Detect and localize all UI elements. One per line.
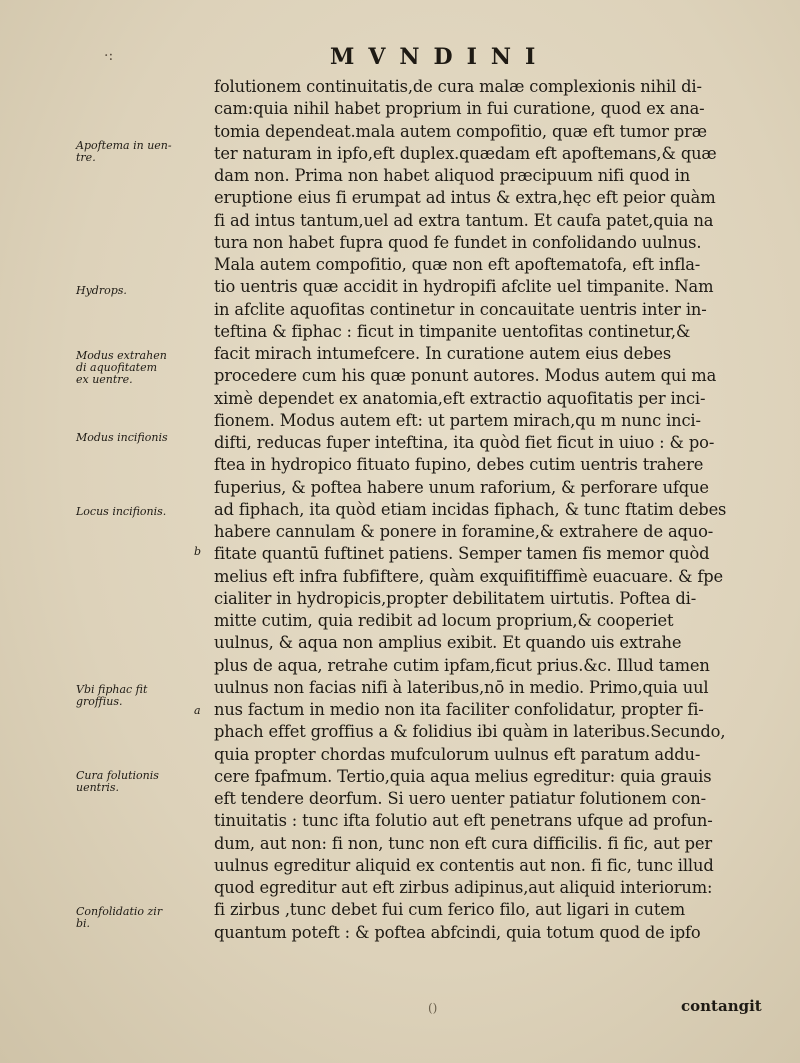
text-line: phach effet groffius a & folidius ibi quàm in lateribus.Secundo, bbox=[214, 722, 726, 742]
text-line: mitte cutim, quia redibit ad locum proprium,& cooperiet bbox=[214, 611, 674, 630]
text-line: fi zirbus ,tunc debet fui cum ferico filo, aut ligari in cutem bbox=[214, 900, 686, 920]
text-line: Mala autem compofitio, quæ non eft apoftematofa, eft infla- bbox=[214, 255, 701, 274]
text-line: ximè dependet ex anatomia,eft extractio aquofitatis per inci- bbox=[214, 388, 706, 408]
margin-note-line: Confolidatio zir bbox=[76, 905, 163, 918]
text-line: quod egreditur aut eft zirbus adipinus,aut aliquid interiorum: bbox=[214, 878, 713, 897]
text-line: teftina & fiphac : ficut in timpanite uentofitas continetur,& bbox=[214, 321, 691, 341]
margin-note-line: di aquofitatem bbox=[76, 361, 158, 374]
text-line: tomia dependeat.mala autem compofitio, quæ eft tumor præ bbox=[214, 121, 707, 141]
text-line: eruptione eius fi erumpat ad intus & extra,hęc eft peior quàm bbox=[214, 188, 716, 208]
text-line: fuperius, & poftea habere unum raforium, & perforare ufque bbox=[214, 477, 709, 497]
text-line: habere cannulam & ponere in foramine,& extrahere de aquo- bbox=[214, 522, 714, 541]
text-line: tura non habet fupra quod fe fundet in confolidando uulnus. bbox=[214, 232, 702, 252]
margin-note-line: Vbi fiphac fit bbox=[76, 683, 148, 696]
text-line: quia propter chordas mufculorum uulnus eft paratum addu- bbox=[214, 744, 701, 764]
text-line: facit mirach intumefcere. In curatione autem eius debes bbox=[214, 344, 672, 363]
margin-note-line: Cura folutionis bbox=[76, 769, 159, 782]
text-line: cere fpafmum. Tertio,quia aqua melius egreditur: quia grauis bbox=[214, 766, 712, 786]
margin-note-line: Hydrops. bbox=[76, 284, 127, 297]
text-line: nus factum in medio non ita faciliter confolidatur, propter fi- bbox=[214, 700, 704, 719]
footer-mark: () bbox=[428, 1001, 438, 1015]
text-line: tinuitatis : tunc ifta folutio aut eft penetrans ufque ad profun- bbox=[214, 811, 713, 831]
top-margin-mark: ·: bbox=[104, 48, 114, 64]
text-line: tio uentris quæ accidit in hydropifi afclite uel timpanite. Nam bbox=[214, 277, 714, 297]
margin-note-cura-solutionis bbox=[76, 770, 212, 794]
margin-note-modus-incisionis bbox=[76, 432, 212, 444]
margin-note-line: Modus extrahen bbox=[76, 349, 167, 362]
margin-note-line: ex uentre. bbox=[76, 373, 133, 386]
text-line: procedere cum his quæ ponunt autores. Modus autem qui ma bbox=[214, 366, 717, 386]
margin-note-modus-extrahendi bbox=[76, 350, 212, 386]
text-line: uulnus non facias nifi à lateribus,nō in medio. Primo,quia uul bbox=[214, 677, 709, 697]
text-line: difti, reducas fuper inteftina, ita quòd fiet ficut in uiuo : & po- bbox=[214, 433, 715, 452]
catchword: contangit bbox=[681, 997, 762, 1015]
margin-note-ubi-siphac bbox=[76, 684, 212, 708]
margin-note-line: Locus incifionis. bbox=[76, 505, 167, 518]
margin-note-hydrops bbox=[76, 285, 212, 297]
text-line: uulnus, & aqua non amplius exibit. Et quando uis extrahe bbox=[214, 633, 682, 653]
text-line: uulnus egreditur aliquid ex contentis aut non. fi fic, tunc illud bbox=[214, 855, 714, 875]
text-line: folutionem continuitatis,de cura malæ complexionis nihil di- bbox=[214, 77, 702, 96]
text-line: eft tendere deorfum. Si uero uenter patiatur folutionem con- bbox=[214, 789, 706, 808]
margin-note-line: Modus incifionis bbox=[76, 431, 168, 444]
text-line: plus de aqua, retrahe cutim ipfam,ficut prius.&c. Illud tamen bbox=[214, 655, 710, 675]
text-line: ter naturam in ipfo,eft duplex.quædam eft apoftemans,& quæ bbox=[214, 143, 717, 163]
margin-note-line: a bbox=[194, 704, 201, 717]
main-text-block bbox=[214, 76, 794, 944]
text-line: fionem. Modus autem eft: ut partem mirach,qu m nunc inci- bbox=[214, 410, 701, 430]
text-line: ftea in hydropico fituato fupino, debes cutim uentris trahere bbox=[214, 455, 704, 475]
text-line: fi ad intus tantum,uel ad extra tantum. Et caufa patet,quia na bbox=[214, 210, 714, 230]
text-line: dam non. Prima non habet aliquod præcipuum nifi quod in bbox=[214, 166, 691, 185]
margin-note-line: b bbox=[194, 545, 202, 558]
margin-note-line: tre. bbox=[76, 151, 96, 164]
margin-note-line: Apoftema in uen- bbox=[76, 139, 172, 152]
text-line: cam:quia nihil habet proprium in fui curatione, quod ex ana- bbox=[214, 99, 705, 119]
margin-note-line: bi. bbox=[76, 917, 91, 930]
margin-note-line: uentris. bbox=[76, 781, 120, 794]
text-line: quantum poteft : & poftea abfcindi, quia totum quod de ipfo bbox=[214, 922, 701, 942]
margin-note-consolidatio bbox=[76, 906, 212, 930]
running-header: MVNDINI bbox=[330, 44, 550, 70]
text-line: ad fiphach, ita quòd etiam incidas fiphach, & tunc ftatim debes bbox=[214, 499, 727, 519]
text-line: dum, aut non: fi non, tunc non eft cura difficilis. fi fic, aut per bbox=[214, 833, 713, 853]
text-line: in afclite aquofitas continetur in concauitate uentris inter in- bbox=[214, 299, 707, 319]
margin-note-locus-incisionis bbox=[76, 506, 212, 518]
margin-note-apostema bbox=[76, 140, 212, 164]
text-line: melius eft infra fubfiftere, quàm exquifitiffimè euacuare. & fpe bbox=[214, 566, 724, 586]
text-line: cialiter in hydropicis,propter debilitatem uirtutis. Poftea di- bbox=[214, 588, 697, 608]
text-line: fitate quantū fuftinet patiens. Semper tamen fis memor quòd bbox=[214, 544, 710, 564]
margin-note-line: groffius. bbox=[76, 695, 123, 708]
